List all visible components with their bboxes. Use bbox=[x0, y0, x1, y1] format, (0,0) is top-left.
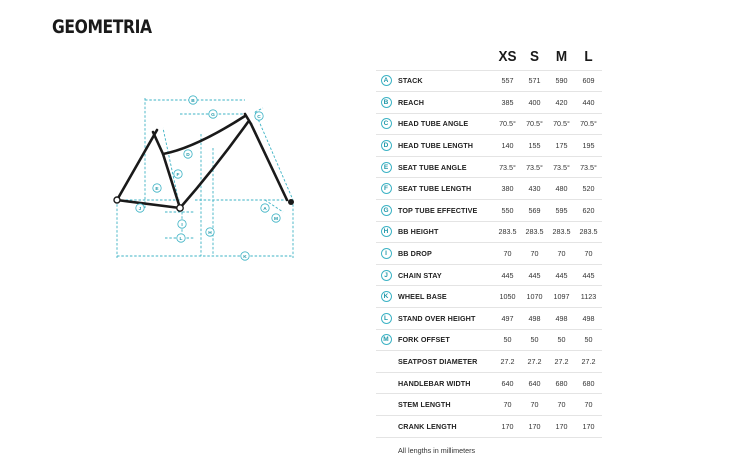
table-row bbox=[376, 156, 602, 178]
diagram-badge-letter: G bbox=[211, 112, 215, 118]
value-cell: 50 bbox=[494, 329, 521, 351]
value-cell: 385 bbox=[494, 92, 521, 114]
table-row bbox=[376, 113, 602, 135]
value-cell: 73.5° bbox=[548, 156, 575, 178]
size-header: L bbox=[576, 44, 600, 70]
row-letter-badge: M bbox=[381, 334, 392, 345]
diagram-badge-letter: E bbox=[155, 186, 159, 192]
value-cell: 70 bbox=[548, 243, 575, 265]
row-label: FORK OFFSET bbox=[396, 329, 494, 351]
page-title: GEOMETRIA bbox=[52, 16, 152, 38]
value-cell: 27.2 bbox=[548, 351, 575, 373]
row-label: TOP TUBE EFFECTIVE bbox=[396, 200, 494, 222]
value-cell: 170 bbox=[521, 416, 548, 438]
row-letter-badge: I bbox=[381, 248, 392, 259]
value-cell: 70 bbox=[521, 394, 548, 416]
table-row bbox=[376, 178, 602, 200]
size-header: M bbox=[549, 44, 573, 70]
row-label: SEATPOST DIAMETER bbox=[396, 351, 494, 373]
row-letter-badge: D bbox=[381, 140, 392, 151]
value-cell: 70 bbox=[494, 394, 521, 416]
value-cell: 70 bbox=[521, 243, 548, 265]
value-cell: 590 bbox=[548, 70, 575, 92]
size-header: XS bbox=[495, 44, 519, 70]
value-cell: 595 bbox=[548, 200, 575, 222]
table-row bbox=[376, 416, 602, 438]
row-label: BB HEIGHT bbox=[396, 221, 494, 243]
diagram-badge bbox=[136, 204, 144, 212]
diagram-badge bbox=[178, 220, 186, 228]
diagram-badge bbox=[272, 214, 280, 222]
row-label: CRANK LENGTH bbox=[396, 416, 494, 438]
value-cell: 283.5 bbox=[575, 221, 602, 243]
row-label: HANDLEBAR WIDTH bbox=[396, 372, 494, 394]
value-cell: 70 bbox=[548, 394, 575, 416]
value-cell: 70.5° bbox=[494, 113, 521, 135]
table-row bbox=[376, 200, 602, 222]
table-row bbox=[376, 329, 602, 351]
row-letter-badge: B bbox=[381, 97, 392, 108]
value-cell: 155 bbox=[521, 135, 548, 157]
row-letter-badge: J bbox=[381, 270, 392, 281]
diagram-badge-letter: H bbox=[208, 230, 212, 236]
row-label: REACH bbox=[396, 92, 494, 114]
diagram-badge-letter: K bbox=[243, 254, 247, 260]
row-label: WHEEL BASE bbox=[396, 286, 494, 308]
value-cell: 640 bbox=[494, 372, 521, 394]
value-cell: 380 bbox=[494, 178, 521, 200]
table-row bbox=[376, 394, 602, 416]
value-cell: 50 bbox=[521, 329, 548, 351]
value-cell: 283.5 bbox=[548, 221, 575, 243]
table-row bbox=[376, 221, 602, 243]
size-header: S bbox=[522, 44, 546, 70]
value-cell: 430 bbox=[521, 178, 548, 200]
value-cell: 498 bbox=[575, 308, 602, 330]
row-letter-badge: F bbox=[381, 183, 392, 194]
diagram-badge bbox=[177, 234, 185, 242]
diagram-badge-letter: L bbox=[179, 236, 183, 242]
table-row bbox=[376, 92, 602, 114]
value-cell: 497 bbox=[494, 308, 521, 330]
row-label: SEAT TUBE LENGTH bbox=[396, 178, 494, 200]
value-cell: 680 bbox=[575, 372, 602, 394]
value-cell: 1097 bbox=[548, 286, 575, 308]
value-cell: 195 bbox=[575, 135, 602, 157]
value-cell: 50 bbox=[548, 329, 575, 351]
value-cell: 70.5° bbox=[575, 113, 602, 135]
diagram-badge bbox=[189, 96, 197, 104]
value-cell: 557 bbox=[494, 70, 521, 92]
value-cell: 680 bbox=[548, 372, 575, 394]
table-row bbox=[376, 372, 602, 394]
row-label: STAND OVER HEIGHT bbox=[396, 308, 494, 330]
dimension-badges bbox=[136, 96, 280, 260]
value-cell: 571 bbox=[521, 70, 548, 92]
row-letter-badge: K bbox=[381, 291, 392, 302]
value-cell: 70 bbox=[575, 243, 602, 265]
value-cell: 70 bbox=[575, 394, 602, 416]
value-cell: 73.5° bbox=[521, 156, 548, 178]
value-cell: 170 bbox=[494, 416, 521, 438]
table-row bbox=[376, 135, 602, 157]
value-cell: 440 bbox=[575, 92, 602, 114]
frame-geometry-diagram bbox=[105, 88, 305, 268]
row-label: STEM LENGTH bbox=[396, 394, 494, 416]
diagram-badge-letter: A bbox=[263, 206, 267, 212]
diagram-badge bbox=[261, 204, 269, 212]
value-cell: 400 bbox=[521, 92, 548, 114]
value-cell: 498 bbox=[548, 308, 575, 330]
value-cell: 569 bbox=[521, 200, 548, 222]
value-cell: 27.2 bbox=[575, 351, 602, 373]
row-label: HEAD TUBE LENGTH bbox=[396, 135, 494, 157]
diagram-badge bbox=[209, 110, 217, 118]
diagram-badge bbox=[174, 170, 182, 178]
footer-note: All lengths in millimeters bbox=[398, 446, 476, 455]
value-cell: 283.5 bbox=[521, 221, 548, 243]
value-cell: 1123 bbox=[575, 286, 602, 308]
row-letter-badge: E bbox=[381, 162, 392, 173]
value-cell: 620 bbox=[575, 200, 602, 222]
value-cell: 498 bbox=[521, 308, 548, 330]
value-cell: 640 bbox=[521, 372, 548, 394]
value-cell: 73.5° bbox=[575, 156, 602, 178]
diagram-badge bbox=[241, 252, 249, 260]
row-label: SEAT TUBE ANGLE bbox=[396, 156, 494, 178]
value-cell: 445 bbox=[521, 264, 548, 286]
table-row bbox=[376, 264, 602, 286]
value-cell: 480 bbox=[548, 178, 575, 200]
value-cell: 70.5° bbox=[521, 113, 548, 135]
size-header-row bbox=[376, 44, 602, 70]
diagram-badge bbox=[184, 150, 192, 158]
value-cell: 445 bbox=[494, 264, 521, 286]
diagram-badge bbox=[206, 228, 214, 236]
diagram-badge-letter: B bbox=[191, 98, 195, 104]
value-cell: 1050 bbox=[494, 286, 521, 308]
table-row bbox=[376, 286, 602, 308]
row-letter-badge: C bbox=[381, 118, 392, 129]
value-cell: 140 bbox=[494, 135, 521, 157]
diagram-badge-letter: C bbox=[257, 114, 261, 120]
row-label: BB DROP bbox=[396, 243, 494, 265]
value-cell: 520 bbox=[575, 178, 602, 200]
value-cell: 73.5° bbox=[494, 156, 521, 178]
value-cell: 550 bbox=[494, 200, 521, 222]
diagram-badge bbox=[255, 112, 263, 120]
value-cell: 1070 bbox=[521, 286, 548, 308]
row-letter-badge: A bbox=[381, 75, 392, 86]
diagram-badge bbox=[153, 184, 161, 192]
value-cell: 445 bbox=[575, 264, 602, 286]
value-cell: 70 bbox=[494, 243, 521, 265]
value-cell: 70.5° bbox=[548, 113, 575, 135]
value-cell: 27.2 bbox=[494, 351, 521, 373]
table-row bbox=[376, 70, 602, 92]
table-row bbox=[376, 351, 602, 373]
row-letter-badge: H bbox=[381, 226, 392, 237]
row-letter-badge: G bbox=[381, 205, 392, 216]
value-cell: 445 bbox=[548, 264, 575, 286]
table-row bbox=[376, 308, 602, 330]
row-label: HEAD TUBE ANGLE bbox=[396, 113, 494, 135]
row-letter-badge: L bbox=[381, 313, 392, 324]
value-cell: 175 bbox=[548, 135, 575, 157]
value-cell: 609 bbox=[575, 70, 602, 92]
diagram-badge-letter: I bbox=[181, 222, 183, 228]
value-cell: 170 bbox=[548, 416, 575, 438]
table-row bbox=[376, 243, 602, 265]
diagram-badge-letter: M bbox=[274, 216, 278, 222]
value-cell: 420 bbox=[548, 92, 575, 114]
value-cell: 283.5 bbox=[494, 221, 521, 243]
value-cell: 170 bbox=[575, 416, 602, 438]
diagram-badge-letter: J bbox=[138, 206, 142, 212]
value-cell: 50 bbox=[575, 329, 602, 351]
value-cell: 27.2 bbox=[521, 351, 548, 373]
row-label: CHAIN STAY bbox=[396, 264, 494, 286]
diagram-badge-letter: D bbox=[186, 152, 190, 158]
geometry-table bbox=[376, 44, 602, 438]
diagram-badge-letter: F bbox=[176, 172, 180, 178]
geometry-table-body bbox=[376, 70, 602, 437]
row-label: STACK bbox=[396, 70, 494, 92]
